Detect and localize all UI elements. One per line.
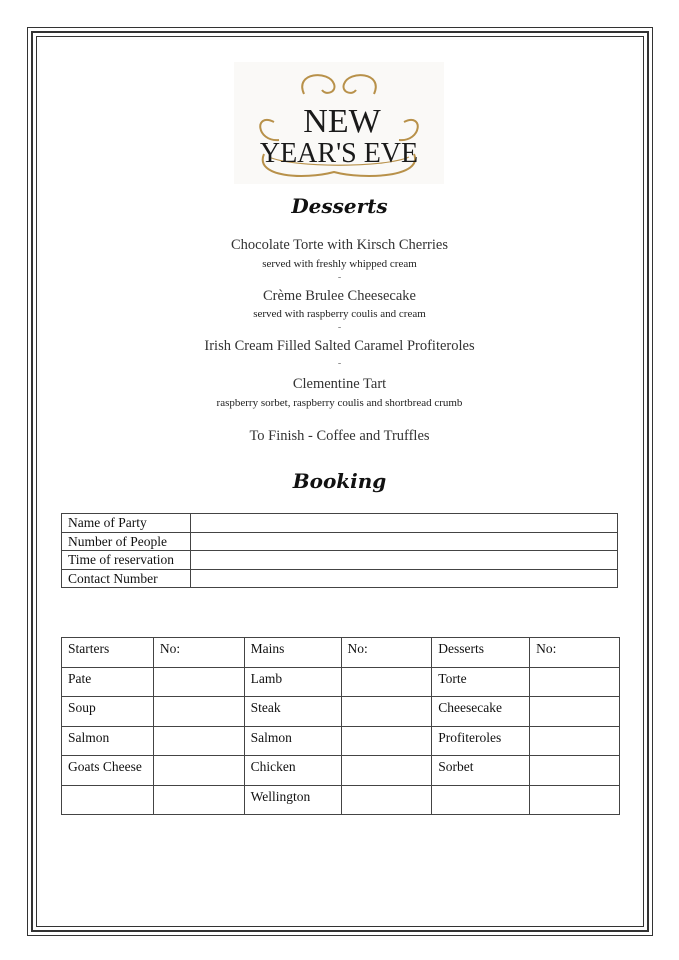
order-header: No: <box>530 638 620 668</box>
order-count-cell[interactable] <box>530 697 620 727</box>
order-row <box>62 756 620 786</box>
order-header: Desserts <box>432 638 530 668</box>
order-row <box>62 785 620 815</box>
order-cell: Wellington <box>244 785 341 815</box>
order-cell: Profiteroles <box>432 726 530 756</box>
order-cell: Salmon <box>62 726 154 756</box>
order-cell: Lamb <box>244 667 341 697</box>
order-count-cell[interactable] <box>153 785 244 815</box>
dessert-1-desc: served with freshly whipped cream <box>262 258 417 270</box>
order-count-cell[interactable] <box>530 726 620 756</box>
dessert-2-desc: served with raspberry coulis and cream <box>253 308 426 320</box>
booking-label: Contact Number <box>62 569 191 588</box>
order-header: No: <box>153 638 244 668</box>
booking-row <box>62 551 618 570</box>
order-count-cell[interactable] <box>341 726 432 756</box>
dessert-4-desc: raspberry sorbet, raspberry coulis and shortbread crumb <box>216 397 463 409</box>
order-row <box>62 726 620 756</box>
separator: - <box>337 358 342 369</box>
order-header: Mains <box>244 638 341 668</box>
order-count-cell[interactable] <box>153 726 244 756</box>
booking-heading: Booking <box>292 469 387 493</box>
order-row <box>62 667 620 697</box>
booking-input-cell[interactable] <box>191 514 618 533</box>
order-row <box>62 697 620 727</box>
new-years-eve-logo <box>234 62 444 184</box>
dessert-1-name: Chocolate Torte with Kirsch Cherries <box>231 237 448 253</box>
order-count-cell[interactable] <box>530 785 620 815</box>
svg-text:YEAR'S EVE: YEAR'S EVE <box>259 138 419 169</box>
order-cell: Pate <box>62 667 154 697</box>
order-count-cell[interactable] <box>153 697 244 727</box>
order-count-cell[interactable] <box>341 697 432 727</box>
order-count-cell[interactable] <box>341 667 432 697</box>
order-cell: Goats Cheese <box>62 756 154 786</box>
booking-row <box>62 532 618 551</box>
order-header-row <box>62 638 620 668</box>
order-cell <box>62 785 154 815</box>
order-cell: Salmon <box>244 726 341 756</box>
order-count-cell[interactable] <box>530 756 620 786</box>
booking-input-cell[interactable] <box>191 532 618 551</box>
separator: - <box>337 272 342 283</box>
svg-text:NEW: NEW <box>303 103 381 140</box>
booking-input-cell[interactable] <box>191 569 618 588</box>
order-cell <box>432 785 530 815</box>
order-cell: Torte <box>432 667 530 697</box>
booking-row <box>62 569 618 588</box>
booking-label: Name of Party <box>62 514 191 533</box>
finish-line: To Finish - Coffee and Truffles <box>249 428 430 444</box>
order-cell: Soup <box>62 697 154 727</box>
order-cell: Sorbet <box>432 756 530 786</box>
desserts-heading: Desserts <box>291 194 388 218</box>
order-count-cell[interactable] <box>341 785 432 815</box>
booking-input-cell[interactable] <box>191 551 618 570</box>
order-header: No: <box>341 638 432 668</box>
booking-row <box>62 514 618 533</box>
order-count-cell[interactable] <box>530 667 620 697</box>
order-count-cell[interactable] <box>153 667 244 697</box>
dessert-2-name: Crème Brulee Cheesecake <box>263 288 416 304</box>
order-cell: Chicken <box>244 756 341 786</box>
order-header: Starters <box>62 638 154 668</box>
order-cell: Steak <box>244 697 341 727</box>
dessert-4-name: Clementine Tart <box>292 376 387 392</box>
order-count-cell[interactable] <box>153 756 244 786</box>
order-count-cell[interactable] <box>341 756 432 786</box>
booking-table <box>61 513 618 588</box>
order-table <box>61 637 620 815</box>
dessert-3-name: Irish Cream Filled Salted Caramel Profiteroles <box>204 338 475 354</box>
order-cell: Cheesecake <box>432 697 530 727</box>
booking-label: Time of reservation <box>62 551 191 570</box>
booking-label: Number of People <box>62 532 191 551</box>
separator: - <box>337 322 342 333</box>
